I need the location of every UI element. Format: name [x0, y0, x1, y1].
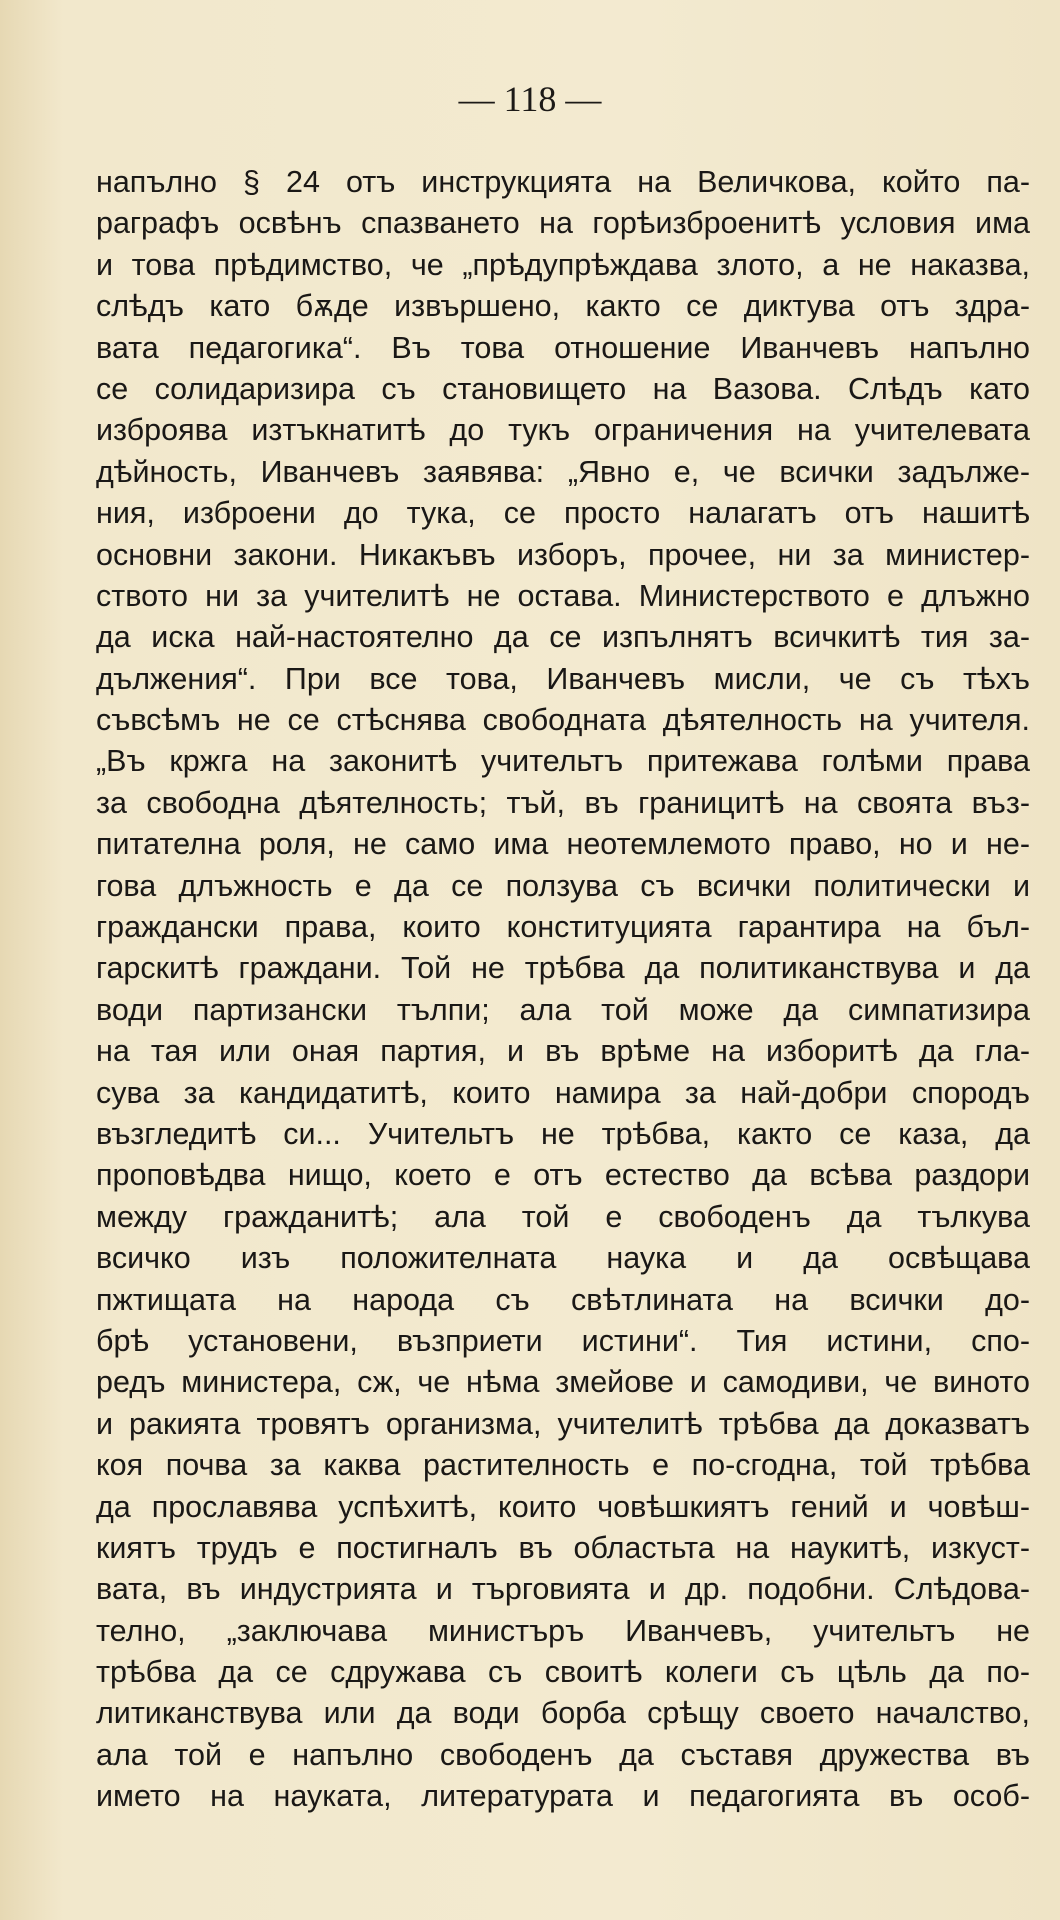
text-line: напълно § 24 отъ инструкцията на Величкова, който па- — [96, 165, 1030, 199]
page-number: — 118 — — [458, 79, 602, 119]
text-line: слѣдъ като бѫде извършено, както се диктува отъ здра- — [96, 289, 1030, 324]
text-line: и това прѣдимство, че „прѣдупрѣждава злото, а не наказва, — [96, 247, 1030, 282]
text-line: между гражданитѣ; ала той е свободенъ да тълкува — [96, 1199, 1030, 1234]
text-line: ала той е напълно свободенъ да съставя дружества въ — [96, 1737, 1030, 1772]
text-line: питателна роля, не само има неотемлемото право, но и не- — [96, 827, 1030, 862]
text-line: пжтищата на народа съ свѣтлината на всички до- — [96, 1282, 1030, 1317]
text-line: се солидаризира съ становището на Вазова. Слѣдъ като — [96, 371, 1030, 406]
text-line: проповѣдва нищо, което е отъ естество да всѣва раздори — [96, 1158, 1030, 1193]
text-line: да прославява успѣхитѣ, които човѣшкиятъ гений и човѣш- — [96, 1489, 1030, 1524]
text-line: „Въ кржга на законитѣ учительтъ притежава голѣми права — [96, 744, 1030, 779]
text-line: за свободна дѣятелность; тъй, въ границитѣ на своята въз- — [96, 785, 1030, 820]
text-line: граждански права, които конституцията гарантира на бъл- — [96, 910, 1030, 945]
text-line: брѣ установени, възприети истини“. Тия истини, спо- — [96, 1323, 1030, 1358]
text-line: телно, „заключава министъръ Иванчевъ, учительтъ не — [96, 1613, 1030, 1648]
text-line: раграфъ освѣнъ спазването на горѣизброенитѣ условия има — [96, 206, 1030, 241]
text-line: и ракията тровятъ организма, учителитѣ трѣбва да доказватъ — [96, 1406, 1030, 1441]
text-line: редъ министера, сж, че нѣма змейове и самодиви, че виното — [96, 1365, 1030, 1400]
text-line: трѣбва да се сдружава съ своитѣ колеги съ цѣль да по- — [96, 1655, 1030, 1690]
body-text — [96, 162, 1030, 1818]
text-line: на тая или оная партия, и въ врѣме на изборитѣ да гла- — [96, 1034, 1030, 1069]
text-line: ния, изброени до тука, се просто налагатъ отъ нашитѣ — [96, 496, 1030, 531]
text-line: да иска най-настоятелно да се изпълнятъ всичкитѣ тия за- — [96, 620, 1030, 655]
text-line: всичко изъ положителната наука и да освѣщава — [96, 1241, 1030, 1276]
text-line: коя почва за каква растителность е по-сгодна, той трѣбва — [96, 1448, 1030, 1483]
text-line: дѣйность, Иванчевъ заявява: „Явно е, че всички задълже- — [96, 454, 1030, 489]
text-line: гова длъжность е да се ползува съ всички политически и — [96, 868, 1030, 903]
text-line: гарскитѣ граждани. Той не трѣбва да политиканствува и да — [96, 951, 1030, 986]
text-line: изброява изтъкнатитѣ до тукъ ограничения на учителевата — [96, 413, 1030, 448]
text-line: литиканствува или да води борба срѣщу своето началство, — [96, 1696, 1030, 1731]
text-line: основни закони. Никакъвъ изборъ, прочее, ни за министер- — [96, 537, 1030, 572]
text-line: води партизански тълпи; ала той може да симпатизира — [96, 992, 1030, 1027]
text-line: съвсѣмъ не се стѣснява свободната дѣятелность на учителя. — [96, 703, 1030, 738]
text-line: вата, въ индустрията и търговията и др. подобни. Слѣдова- — [96, 1572, 1030, 1607]
text-line: ството ни за учителитѣ не остава. Министерството е длъжно — [96, 578, 1030, 613]
text-line: киятъ трудъ е постигналъ въ областьта на наукитѣ, изкуст- — [96, 1530, 1030, 1565]
text-line: възгледитѣ си... Учительтъ не трѣбва, както се каза, да — [96, 1116, 1030, 1151]
text-line: дължения“. При все това, Иванчевъ мисли, че съ тѣхъ — [96, 661, 1030, 696]
text-line: сува за кандидатитѣ, които намира за най-добри спородъ — [96, 1075, 1030, 1110]
text-line: името на науката, литературата и педагогията въ особ- — [96, 1779, 1030, 1814]
text-line: вата педагогика“. Въ това отношение Иванчевъ напълно — [96, 330, 1030, 365]
